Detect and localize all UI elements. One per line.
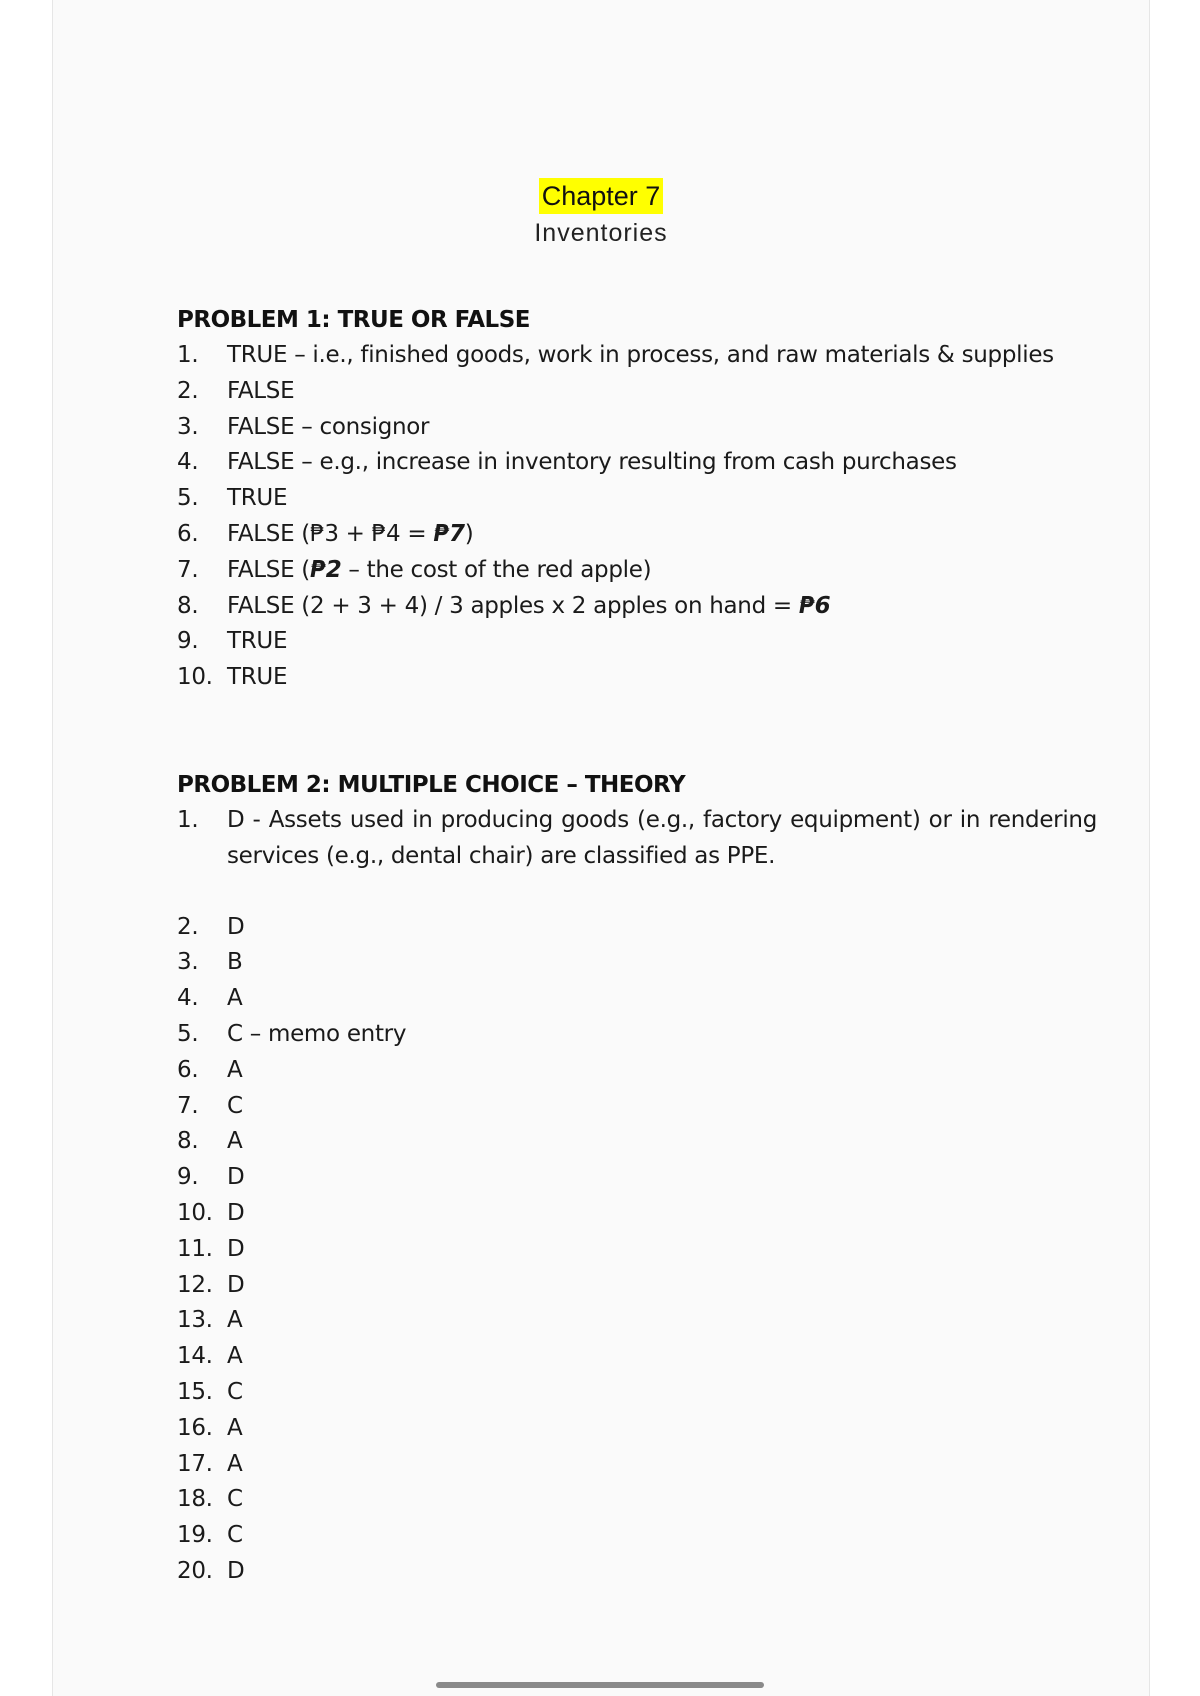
item-text: C [227,1092,243,1119]
answer-item [177,410,1097,446]
item-text [227,517,1097,553]
item-number: 5. [177,1020,199,1047]
answer-item [177,981,1097,1017]
item-text: FALSE – consignor [227,413,430,440]
item-text: C [227,1378,243,1405]
item-text: FALSE – e.g., increase in inventory resulting from cash purchases [227,449,957,476]
chapter-subtitle: Inventories [534,219,668,247]
item-number: 7. [177,556,199,583]
item-text [227,553,1097,589]
item-number: 18. [177,1486,213,1513]
item-text: D [227,1164,245,1191]
item-number: 2. [177,913,199,940]
item-text-part: ) [464,520,474,547]
emphasized-amount: ₱7 [433,520,465,547]
answer-item [177,1160,1097,1196]
item-text: A [227,1450,243,1477]
item-text: A [227,985,243,1012]
item-number: 5. [177,485,199,512]
item-number: 13. [177,1307,213,1334]
item-number: 8. [177,1128,199,1155]
item-text: A [227,1343,243,1370]
answer-item [177,1554,1097,1590]
item-text: C [227,1486,243,1513]
item-text [227,589,1097,625]
item-text: TRUE – i.e., finished goods, work in process, and raw materials & supplies [227,342,1054,368]
item-text: A [227,1128,243,1155]
item-text: FALSE [227,377,295,404]
item-number: 14. [177,1343,213,1370]
answer-item [177,1518,1097,1554]
answer-item [177,1053,1097,1089]
answer-item [177,1339,1097,1375]
item-text: D - Assets used in producing goods (e.g., factory equipment) or in rendering services (e.g., dental chair) are classified as PPE. [227,807,1097,869]
item-text: TRUE [227,485,288,512]
item-text-part: FALSE (2 + 3 + 4) / 3 apples x 2 apples on hand = [227,592,799,619]
item-text-part: FALSE (₱3 + ₱4 = [227,520,434,547]
home-indicator-bar[interactable] [436,1682,764,1688]
item-text: A [227,1307,243,1334]
item-number: 3. [177,949,199,976]
emphasized-amount: ₱2 [309,556,342,583]
item-number: 10. [177,664,213,691]
item-text: D [227,1271,245,1298]
answer-item [177,803,1097,875]
answer-item [177,1303,1097,1339]
item-text: D [227,1199,245,1226]
item-text-part: – the cost of the red apple) [341,556,652,583]
answer-item [177,1017,1097,1053]
item-number: 7. [177,1092,199,1119]
item-number: 1. [177,342,199,368]
answer-item [177,1411,1097,1447]
problem-2-section [177,767,1097,1590]
problem-1-heading: PROBLEM 1: TRUE OR FALSE [177,307,530,333]
item-text: C – memo entry [227,1020,407,1047]
answer-item [177,553,1097,589]
item-text: B [227,949,243,976]
answer-item [177,481,1097,517]
item-number: 4. [177,985,199,1012]
chapter-header [53,178,1149,248]
item-number: 11. [177,1235,213,1262]
item-text: A [227,1056,243,1083]
item-number: 3. [177,413,199,440]
item-text: D [227,1235,245,1262]
item-text: TRUE [227,664,288,691]
item-number: 9. [177,628,199,655]
item-number: 16. [177,1414,213,1441]
answer-item [177,1232,1097,1268]
item-number: 4. [177,449,199,476]
answer-item [177,517,1097,553]
item-number: 12. [177,1271,213,1298]
answer-item [177,1482,1097,1518]
problem-2-heading: PROBLEM 2: MULTIPLE CHOICE – THEORY [177,772,686,798]
document-page [52,0,1150,1696]
answer-item [177,1268,1097,1304]
item-text: D [227,1557,245,1584]
item-number: 9. [177,1164,199,1191]
item-number: 17. [177,1450,213,1477]
answer-item [177,624,1097,660]
answer-item [177,445,1097,481]
answer-item [177,1196,1097,1232]
item-number: 8. [177,592,199,619]
chapter-title: Chapter 7 [539,178,664,214]
item-number: 1. [177,807,199,833]
item-number: 6. [177,1056,199,1083]
emphasized-amount: ₱6 [798,592,831,619]
item-text-part: FALSE ( [227,556,310,583]
item-number: 15. [177,1378,213,1405]
item-number: 20. [177,1557,213,1584]
item-text: A [227,1414,243,1441]
item-text: D [227,913,245,940]
answer-item [177,660,1097,696]
answer-item [177,589,1097,625]
answer-item [177,338,1097,374]
answer-item [177,374,1097,410]
item-text: TRUE [227,628,288,655]
item-number: 19. [177,1522,213,1549]
answer-item [177,945,1097,981]
item-number: 10. [177,1199,213,1226]
problem-1-section [177,302,1097,696]
answer-item [177,910,1097,946]
answer-item [177,1375,1097,1411]
answer-item [177,1089,1097,1125]
answer-item [177,1447,1097,1483]
item-number: 6. [177,520,199,547]
item-number: 2. [177,377,199,404]
item-text: C [227,1522,243,1549]
answer-item [177,1124,1097,1160]
